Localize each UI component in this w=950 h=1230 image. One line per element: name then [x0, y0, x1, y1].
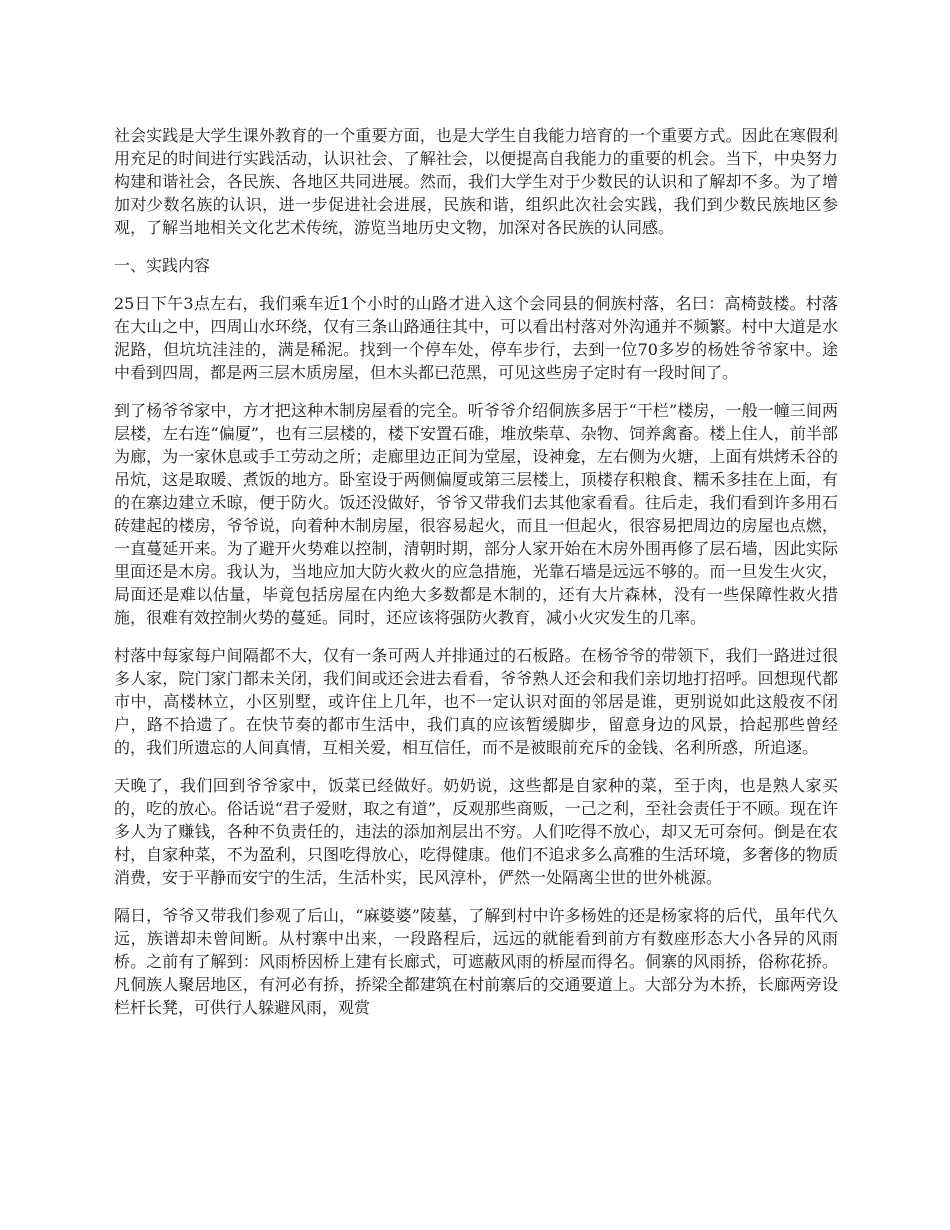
intro-paragraph: 社会实践是大学生课外教育的一个重要方面，也是大学生自我能力培育的一个重要方式。因此在寒假利用充足的时间进行实践活动，认识社会、了解社会，以便提高自我能力的重要的机会。当下，中央努力构建和谐社会，各民族、各地区共同进展。然而，我们大学生对于少数民的认识和了解却不多。为了增加对少数名族的认识，进一步促进社会进展，民族和谐，组织此次社会实践，我们到少数民族地区参观，了解当地相关文化艺术传统，游览当地历史文物，加深对各民族的认同感。: [114, 126, 838, 237]
paragraph-neighbors: 村落中每家每户间隔都不大，仅有一条可两人并排通过的石板路。在杨爷爷的带领下，我们一路进过很多人家，院门家门都未关闭，我们间或还会进去看看，爷爷熟人还会和我们亲切地打招呼。回想现代都市中，高楼林立，小区别墅，或许住上几年，也不一定认识对面的邻居是谁，更别说如此这般夜不闭户，路不拾遗了。在快节奏的都市生活中，我们真的应该暂缓脚步，留意身边的风景，拾起那些曾经的，我们所遗忘的人间真情，互相关爱，相互信任，而不是被眼前充斥的金钱、名利所惑，所追逐。: [114, 646, 838, 757]
paragraph-bridges: 隔日，爷爷又带我们参观了后山，“麻婆婆”陵墓，了解到村中许多杨姓的还是杨家将的后代，虽年代久远，族谱却未曾间断。从村寨中出来，一段路程后，远远的就能看到前方有数座形态大小各异的风雨桥。之前有了解到：风雨桥因桥上建有长廊式，可遮蔽风雨的桥屋而得名。侗寨的风雨挢，俗称花挢。凡侗族人聚居地区，有河必有挢，挢梁全都建筑在村前寨后的交通要道上。大部分为木挢，长廊两旁设栏杆长凳，可供行人躲避风雨，观赏: [114, 906, 838, 1017]
document-body: [114, 124, 838, 1034]
section-heading: 一、实践内容: [114, 256, 211, 275]
paragraph-housing: 到了杨爷爷家中，方才把这种木制房屋看的完全。听爷爷介绍侗族多居于“干栏”楼房，一般一幢三间两层楼，左右连“偏厦”，也有三层楼的，楼下安置石碓，堆放柴草、杂物、饲养禽畜。楼上住人，前半部为廊，为一家休息或手工劳动之所；走廊里边正间为堂屋，设神龛，左右侧为火塘，上面有烘烤禾谷的吊炕，这是取暖、煮饭的地方。卧室设于两侧偏厦或第三层楼上，顶楼存积粮食、糯禾多挂在上面，有的在寨边建立禾晾，便于防火。饭还没做好，爷爷又带我们去其他家看看。往后走，我们看到许多用石砖建起的楼房，爷爷说，向着种木制房屋，很容易起火，而且一但起火，很容易把周边的房屋也点燃，一直蔓延开来。为了避开火势难以控制，清朝时期，部分人家开始在木房外围再修了层石墙，因此实际里面还是木房。我认为，当地应加大防火救火的应急措施，光靠石墙是远远不够的。而一旦发生火灾，局面还是难以估量，毕竟包括房屋在内绝大多数都是木制的，还有大片森林，没有一些保障性救火措施，很难有效控制火势的蔓延。同时，还应该将强防火教育，减小火灾发生的几率。: [114, 401, 838, 627]
paragraph-dinner: 天晚了，我们回到爷爷家中，饭菜已经做好。奶奶说，这些都是自家种的菜，至于肉，也是熟人家买的，吃的放心。俗话说“君子爱财，取之有道”，反观那些商贩，一己之利，至社会责任于不顾。现在许多人为了赚钱，各种不负责任的，违法的添加剂层出不穷。人们吃得不放心，却又无可奈何。倒是在农村，自家种菜，不为盈利，只图吃得放心，吃得健康。他们不追求多么高雅的生活环境，多奢侈的物质消费，安于平静而安宁的生活，生活朴实，民风淳朴，俨然一处隔离尘世的世外桃源。: [114, 776, 838, 887]
paragraph-arrival: 25日下午3点左右，我们乘车近1个小时的山路才进入这个会同县的侗族村落，名曰：高椅鼓楼。村落在大山之中，四周山水环绕，仅有三条山路通往其中，可以看出村落对外沟通并不频繁。村中大道是水泥路，但坑坑洼洼的，满是稀泥。找到一个停车处，停车步行，去到一位70多岁的杨姓爷爷家中。途中看到四周，都是两三层木质房屋，但木头都已范黑，可见这些房子定时有一段时间了。: [114, 294, 838, 382]
